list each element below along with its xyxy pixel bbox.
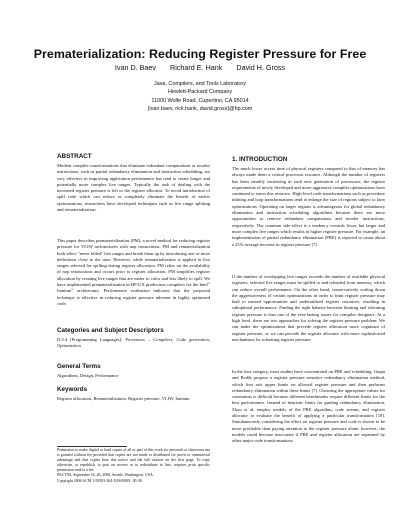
affiliation-company: Hewlett-Packard Company (167, 89, 233, 96)
author-name: David H. Gross (236, 63, 286, 72)
keywords-text: Register allocation, Rematerialization, Register pressure, VLIW, Itanium (57, 396, 190, 401)
abstract-text-2c: architecture. Performance evaluation indicates that the proposed technique is effective in reducing register pressure inherent in highly optimized code. (57, 288, 210, 306)
copyright-line: Copyright 2006 ACM 1-59593-264-X/06/0009...$5.00. (57, 478, 143, 483)
keywords-heading: Keywords (57, 386, 88, 393)
registered-mark: ® (207, 281, 210, 286)
abstract-paragraph-1 (57, 163, 210, 213)
categories-italic: Compilers, Code generation, Optimization (57, 337, 210, 349)
general-terms-text: Algorithms, Design, Performance (57, 373, 119, 378)
introduction-paragraph-1: The much lower access time of physical registers compared to that of memory has always made them a critical processor resource. Although the number of registers has been steadily increasing in each new generation of processors, the register requirements of newly developed and more aggressive compiler optimizations have continued to stress this resource. High-level code transformations such as procedure inlining and loop transformations tend to enlarge the size of regions subject to later optimizations. Operating on larger regions is advantageous for global redundancy elimination and instruction scheduling algorithms because there are more opportunities to remove redundant computations and reorder instructions, respectively. The common side-effect is a tendency towards fewer but larger and more complex live ranges which results in higher register pressure. For example, an implementation of partial redundancy elimination (PRE) is reported to cause about a 25% average increase in register pressure [7]. (232, 166, 385, 247)
registered-mark: ® (71, 287, 74, 292)
introduction-paragraph-2: If the number of overlapping live ranges exceeds the number of available physical registers, selected live ranges must be spilled to and reloaded from memory, which can reduce overall performance. On the other hand, conservatively scaling down the aggressiveness of certain optimizations in order to limit register pressure may lead to missed opportunities and underutilized register resources, resulting in suboptimal performance. Finding the right balance between limiting and tolerating register pressure is thus one of the ever-lasting issues for compiler designers. At a high level, there are two approaches for solving the register pressure problem: We can make the optimizations that precede register allocation more cognizant of register pressure, or we can provide the register allocator with more sophisticated mechanisms for tolerating register pressure. (232, 274, 385, 342)
conference-line: PACT'06, September 16–20, 2006, Seattle, Washington, USA. (57, 473, 154, 478)
abstract-text-2a: This paper describes prematerialization (PM), a novel method for reducing register pressure for VLIW architectures with nop instructions. PM and rematerialization both select "never killed" live ranges and break them up by introducing one or more definitions close to the uses. However, while rematerialization is applied to live ranges selected for spilling during register allocation, PM relies on the availability of nop instructions and occurs prior to register allocation. PM simplifies register allocation by creating live ranges that are easier to color and less likely to spill. We have implemented prematerialization in HP-UX production compilers for the Intel (57, 238, 210, 288)
abstract-paragraph-2 (57, 238, 210, 307)
author-name: Richard E. Hank (170, 63, 223, 72)
categories-heading: Categories and Subject Descriptors (57, 327, 164, 334)
author-name: Ivan D. Baev (114, 63, 157, 72)
affiliation-block (0, 80, 400, 113)
categories-code: D.3.4 [Programming Languages]: Processors – (57, 337, 151, 342)
abstract-text: Modern compiler transformations that eliminate redundant computations or reorder instructions, such as partial redundancy elimination and instruction scheduling, are very effective in improving application performance but tend to create longer and potentially more complex live ranges. Typically the task of dealing with the increased register pressure is left to the register allocator. To avoid introduction of spill code which can reduce or completely eliminate the benefit of earlier optimizations, researchers have developed techniques such as live range splitting and rematerialization. (57, 163, 210, 213)
general-terms-heading: General Terms (57, 363, 101, 370)
abstract-text-2 (57, 238, 210, 307)
categories-text (57, 337, 210, 350)
abstract-heading: ABSTRACT (57, 153, 92, 160)
permission-notice: Permission to make digital or hard copies of all or part of this work for personal or classroom use is granted without fee provided that copies are not made or distributed for profit or commercial advantage and that copies bear this notice and the full citation on the first page. To copy otherwise, or republish, to post on servers or to redistribute to lists, requires prior specific permission and/or a fee. (57, 448, 210, 473)
copyright-footnote (57, 448, 210, 484)
introduction-heading: 1. INTRODUCTION (232, 156, 288, 163)
footnote-divider (57, 446, 127, 447)
introduction-paragraph-3: In the first category, most studies have concentrated on PRE and scheduling. Gupta and Bodík propose a register pressure sensitive redundancy elimination method, which first sets upper limits on allowed register pressure and then performs redundancy elimination within these limits [7]. Choosing the appropriate values for constraints is difficult because different benchmarks require different limits for the best performance. Instead of heuristic limits for guiding redundancy elimination, Zhou et al. employ models of the PRE algorithm, code stream, and register allocator to evaluate the benefit of applying a particular transformation [18]. Simultaneously considering the effect on register pressure and code is shown to be more profitable than paying attention to the register pressure alone; however, the models could become inaccurate if PRE and register allocation are separated by other major code transformations. (232, 369, 385, 444)
affiliation-lab: Java, Compilers, and Tools Laboratory (154, 81, 246, 87)
affiliation-emails: {ivan.baev, rick.hank, david.gross}@hp.com (147, 105, 253, 112)
author-list (0, 63, 400, 72)
affiliation-address: 11000 Wolfe Road, Cupertino, CA 95014 (151, 97, 249, 104)
paper-title: Prematerialization: Reducing Register Pressure for Free (33, 47, 367, 61)
abstract-text-2b: Itanium (57, 288, 72, 294)
